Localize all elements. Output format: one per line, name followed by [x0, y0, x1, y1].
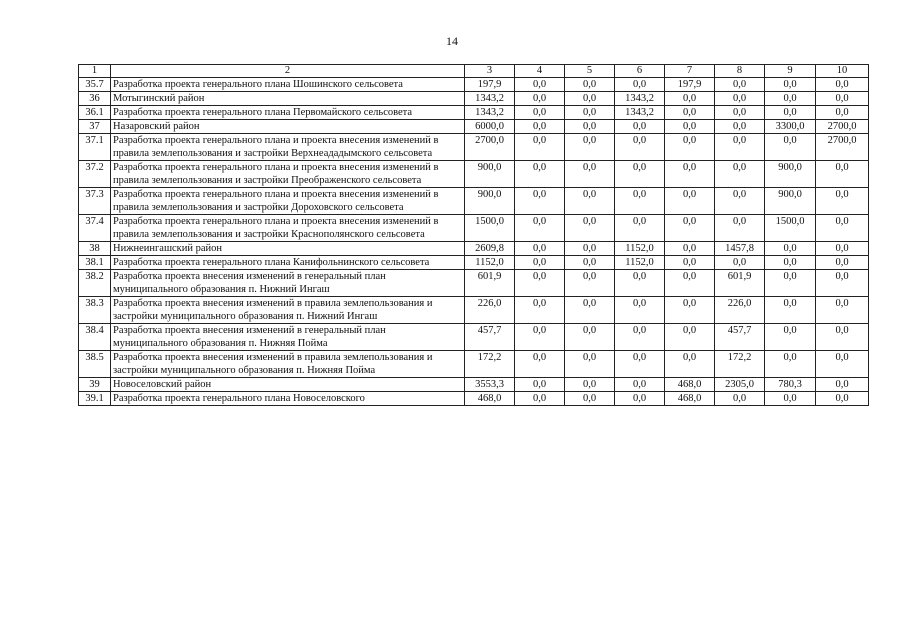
table-row	[79, 392, 869, 406]
row-number: 37.1	[79, 134, 111, 161]
row-description: Разработка проекта внесения изменений в генеральный план муниципального образования п. Нижняя Пойма	[111, 324, 465, 351]
row-value-col4: 0,0	[515, 120, 565, 134]
row-number: 38.2	[79, 270, 111, 297]
table-row	[79, 297, 869, 324]
row-value-col4: 0,0	[515, 242, 565, 256]
row-value-col7: 0,0	[665, 106, 715, 120]
row-value-col8: 601,9	[715, 270, 765, 297]
row-value-col3: 6000,0	[465, 120, 515, 134]
row-value-col8: 0,0	[715, 392, 765, 406]
row-value-col9: 0,0	[765, 242, 816, 256]
row-description: Разработка проекта генерального плана Первомайского сельсовета	[111, 106, 465, 120]
row-value-col10: 2700,0	[816, 134, 869, 161]
row-number: 37	[79, 120, 111, 134]
row-number: 35.7	[79, 78, 111, 92]
row-value-col4: 0,0	[515, 392, 565, 406]
table-row	[79, 270, 869, 297]
row-value-col7: 0,0	[665, 215, 715, 242]
row-value-col6: 0,0	[615, 188, 665, 215]
row-description: Разработка проекта генерального плана и проекта внесения изменений в правила землепользования и застройки Дороховского сельсовета	[111, 188, 465, 215]
row-value-col4: 0,0	[515, 297, 565, 324]
row-value-col5: 0,0	[565, 351, 615, 378]
row-value-col6: 0,0	[615, 161, 665, 188]
row-value-col5: 0,0	[565, 78, 615, 92]
row-value-col8: 0,0	[715, 120, 765, 134]
row-number: 37.4	[79, 215, 111, 242]
row-value-col7: 0,0	[665, 188, 715, 215]
row-value-col3: 3553,3	[465, 378, 515, 392]
row-number: 38.3	[79, 297, 111, 324]
row-value-col5: 0,0	[565, 188, 615, 215]
row-value-col5: 0,0	[565, 92, 615, 106]
row-value-col9: 0,0	[765, 392, 816, 406]
row-value-col9: 0,0	[765, 351, 816, 378]
row-value-col3: 172,2	[465, 351, 515, 378]
row-description: Разработка проекта внесения изменений в правила землепользования и застройки муниципального образования п. Нижний Ингаш	[111, 297, 465, 324]
table-row	[79, 134, 869, 161]
row-value-col9: 0,0	[765, 106, 816, 120]
row-value-col6: 0,0	[615, 78, 665, 92]
row-value-col5: 0,0	[565, 134, 615, 161]
row-value-col5: 0,0	[565, 378, 615, 392]
row-value-col10: 0,0	[816, 161, 869, 188]
row-value-col5: 0,0	[565, 324, 615, 351]
row-value-col7: 0,0	[665, 120, 715, 134]
row-value-col6: 0,0	[615, 392, 665, 406]
row-value-col6: 0,0	[615, 378, 665, 392]
row-value-col6: 1152,0	[615, 242, 665, 256]
page-number: 14	[446, 34, 458, 48]
row-number: 37.2	[79, 161, 111, 188]
row-value-col5: 0,0	[565, 215, 615, 242]
row-value-col7: 0,0	[665, 161, 715, 188]
row-value-col9: 0,0	[765, 92, 816, 106]
table-body	[79, 78, 869, 406]
row-number: 39.1	[79, 392, 111, 406]
row-value-col10: 0,0	[816, 188, 869, 215]
table-row	[79, 378, 869, 392]
table-row	[79, 351, 869, 378]
row-value-col8: 1457,8	[715, 242, 765, 256]
row-value-col7: 0,0	[665, 297, 715, 324]
row-description: Мотыгинский район	[111, 92, 465, 106]
row-number: 36.1	[79, 106, 111, 120]
row-value-col8: 0,0	[715, 161, 765, 188]
row-value-col10: 0,0	[816, 92, 869, 106]
row-value-col6: 0,0	[615, 120, 665, 134]
row-value-col5: 0,0	[565, 256, 615, 270]
row-value-col7: 468,0	[665, 378, 715, 392]
row-description: Разработка проекта генерального плана Шошинского сельсовета	[111, 78, 465, 92]
row-value-col7: 0,0	[665, 270, 715, 297]
table-row	[79, 256, 869, 270]
row-value-col4: 0,0	[515, 256, 565, 270]
row-value-col4: 0,0	[515, 378, 565, 392]
row-value-col3: 1500,0	[465, 215, 515, 242]
row-value-col6: 0,0	[615, 351, 665, 378]
row-value-col10: 0,0	[816, 324, 869, 351]
row-number: 38	[79, 242, 111, 256]
row-value-col10: 0,0	[816, 378, 869, 392]
row-value-col5: 0,0	[565, 270, 615, 297]
row-value-col9: 3300,0	[765, 120, 816, 134]
column-header: 4	[515, 65, 565, 78]
row-value-col10: 0,0	[816, 106, 869, 120]
row-value-col3: 226,0	[465, 297, 515, 324]
column-header: 3	[465, 65, 515, 78]
row-value-col10: 0,0	[816, 270, 869, 297]
row-value-col9: 0,0	[765, 78, 816, 92]
row-value-col3: 1343,2	[465, 106, 515, 120]
row-value-col10: 0,0	[816, 297, 869, 324]
column-header: 5	[565, 65, 615, 78]
row-value-col8: 172,2	[715, 351, 765, 378]
row-value-col4: 0,0	[515, 270, 565, 297]
row-description: Разработка проекта генерального плана Канифольнинского сельсовета	[111, 256, 465, 270]
row-number: 37.3	[79, 188, 111, 215]
row-value-col7: 197,9	[665, 78, 715, 92]
row-value-col6: 0,0	[615, 215, 665, 242]
row-value-col5: 0,0	[565, 106, 615, 120]
row-value-col8: 0,0	[715, 78, 765, 92]
row-value-col5: 0,0	[565, 392, 615, 406]
row-value-col10: 0,0	[816, 256, 869, 270]
row-value-col8: 2305,0	[715, 378, 765, 392]
row-value-col6: 0,0	[615, 134, 665, 161]
row-value-col6: 0,0	[615, 297, 665, 324]
row-value-col6: 0,0	[615, 324, 665, 351]
row-value-col6: 1152,0	[615, 256, 665, 270]
row-value-col5: 0,0	[565, 297, 615, 324]
row-value-col4: 0,0	[515, 215, 565, 242]
column-header: 10	[816, 65, 869, 78]
row-value-col9: 780,3	[765, 378, 816, 392]
row-value-col8: 0,0	[715, 92, 765, 106]
row-description: Нижнеингашский район	[111, 242, 465, 256]
row-value-col4: 0,0	[515, 92, 565, 106]
row-value-col7: 0,0	[665, 351, 715, 378]
row-value-col10: 0,0	[816, 215, 869, 242]
row-value-col3: 1152,0	[465, 256, 515, 270]
row-number: 39	[79, 378, 111, 392]
column-header: 9	[765, 65, 816, 78]
row-value-col10: 0,0	[816, 78, 869, 92]
row-value-col9: 0,0	[765, 256, 816, 270]
row-value-col3: 197,9	[465, 78, 515, 92]
row-value-col4: 0,0	[515, 324, 565, 351]
row-value-col8: 0,0	[715, 215, 765, 242]
row-value-col7: 0,0	[665, 256, 715, 270]
row-description: Разработка проекта генерального плана Новоселовского	[111, 392, 465, 406]
row-value-col4: 0,0	[515, 106, 565, 120]
row-value-col3: 900,0	[465, 161, 515, 188]
row-description: Разработка проекта внесения изменений в генеральный план муниципального образования п. Нижний Ингаш	[111, 270, 465, 297]
row-value-col7: 0,0	[665, 242, 715, 256]
table-row	[79, 215, 869, 242]
table-row	[79, 106, 869, 120]
row-description: Разработка проекта внесения изменений в правила землепользования и застройки муниципального образования п. Нижняя Пойма	[111, 351, 465, 378]
row-value-col3: 1343,2	[465, 92, 515, 106]
column-header: 2	[111, 65, 465, 78]
row-value-col4: 0,0	[515, 78, 565, 92]
table-row	[79, 161, 869, 188]
table-row	[79, 324, 869, 351]
row-description: Новоселовский район	[111, 378, 465, 392]
row-number: 36	[79, 92, 111, 106]
row-number: 38.5	[79, 351, 111, 378]
row-value-col8: 226,0	[715, 297, 765, 324]
row-value-col10: 0,0	[816, 351, 869, 378]
row-value-col9: 0,0	[765, 270, 816, 297]
row-value-col9: 0,0	[765, 297, 816, 324]
row-value-col10: 0,0	[816, 392, 869, 406]
row-value-col8: 0,0	[715, 134, 765, 161]
table-row	[79, 92, 869, 106]
row-value-col5: 0,0	[565, 161, 615, 188]
row-value-col4: 0,0	[515, 161, 565, 188]
row-value-col8: 0,0	[715, 106, 765, 120]
row-value-col4: 0,0	[515, 188, 565, 215]
column-header: 1	[79, 65, 111, 78]
row-value-col9: 0,0	[765, 324, 816, 351]
column-header: 7	[665, 65, 715, 78]
table-row	[79, 242, 869, 256]
row-value-col4: 0,0	[515, 351, 565, 378]
row-value-col8: 457,7	[715, 324, 765, 351]
row-description: Назаровский район	[111, 120, 465, 134]
row-value-col9: 900,0	[765, 161, 816, 188]
row-description: Разработка проекта генерального плана и проекта внесения изменений в правила землепользования и застройки Преображенского сельсовета	[111, 161, 465, 188]
row-value-col3: 2609,8	[465, 242, 515, 256]
row-value-col3: 900,0	[465, 188, 515, 215]
row-value-col6: 1343,2	[615, 106, 665, 120]
row-value-col5: 0,0	[565, 120, 615, 134]
row-number: 38.4	[79, 324, 111, 351]
row-value-col8: 0,0	[715, 256, 765, 270]
row-value-col9: 900,0	[765, 188, 816, 215]
row-value-col7: 0,0	[665, 324, 715, 351]
row-value-col3: 2700,0	[465, 134, 515, 161]
table-row	[79, 188, 869, 215]
row-description: Разработка проекта генерального плана и проекта внесения изменений в правила землепользования и застройки Верхнеададымского сельсовета	[111, 134, 465, 161]
table-row	[79, 120, 869, 134]
budget-table	[78, 64, 869, 406]
row-value-col6: 0,0	[615, 270, 665, 297]
column-number-row	[79, 65, 869, 78]
row-value-col7: 468,0	[665, 392, 715, 406]
row-value-col4: 0,0	[515, 134, 565, 161]
row-value-col7: 0,0	[665, 92, 715, 106]
row-value-col9: 0,0	[765, 134, 816, 161]
row-value-col10: 2700,0	[816, 120, 869, 134]
row-value-col3: 457,7	[465, 324, 515, 351]
row-value-col6: 1343,2	[615, 92, 665, 106]
row-value-col10: 0,0	[816, 242, 869, 256]
row-value-col5: 0,0	[565, 242, 615, 256]
row-value-col9: 1500,0	[765, 215, 816, 242]
row-value-col3: 601,9	[465, 270, 515, 297]
table-row	[79, 78, 869, 92]
row-value-col3: 468,0	[465, 392, 515, 406]
column-header: 6	[615, 65, 665, 78]
row-value-col7: 0,0	[665, 134, 715, 161]
row-description: Разработка проекта генерального плана и проекта внесения изменений в правила землепользования и застройки Краснополянского сельсовета	[111, 215, 465, 242]
row-value-col8: 0,0	[715, 188, 765, 215]
row-number: 38.1	[79, 256, 111, 270]
column-header: 8	[715, 65, 765, 78]
